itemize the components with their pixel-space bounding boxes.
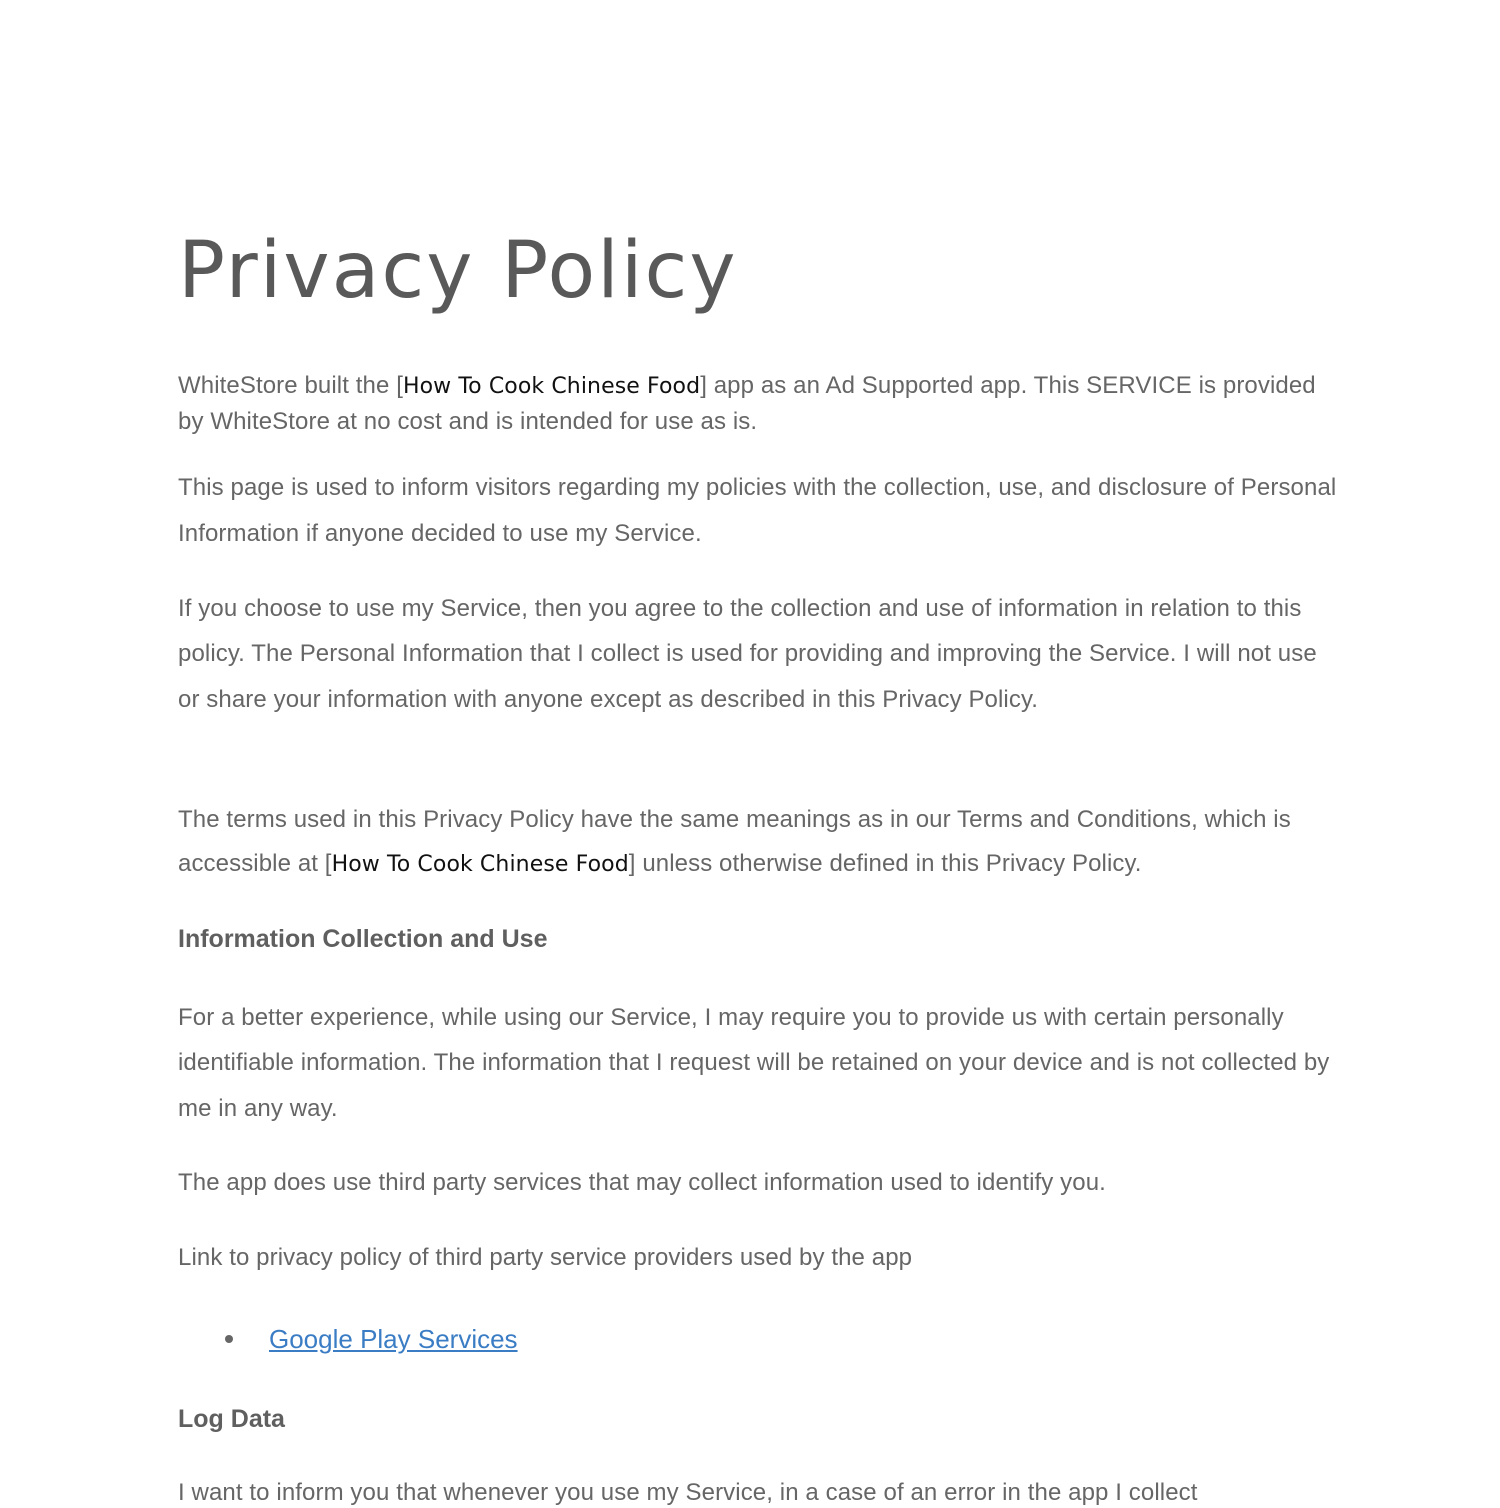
info-collection-heading: Information Collection and Use <box>178 925 548 953</box>
agreement-paragraph: If you choose to use my Service, then you agree to the collection and use of information in relation to this policy. The Personal Information that I collect is used for providing and improving the Service. I will not use or share your information with anyone except as described in this Privacy Policy. <box>178 595 1317 713</box>
third-party-paragraph: The app does use third party services that may collect information used to identify you. <box>178 1169 1106 1196</box>
intro-text-start: WhiteStore built the [ <box>178 372 403 399</box>
info-collection-paragraph: For a better experience, while using our Service, I may require you to provide us with certain personally identifiable information. The information that I request will be retained on your device and is not collected by me in any way. <box>178 1004 1330 1122</box>
third-party-links-intro: Link to privacy policy of third party service providers used by the app <box>178 1244 913 1271</box>
log-data-heading: Log Data <box>178 1405 285 1433</box>
app-name: How To Cook Chinese Food <box>331 852 629 877</box>
third-party-link-list <box>178 1322 518 1356</box>
page-title: Privacy Policy <box>178 226 738 316</box>
bullet-icon <box>225 1335 233 1343</box>
terms-text-start: The terms used in this Privacy Policy have the same meanings as in our Terms and Conditions, which is accessible at [ <box>178 806 1291 877</box>
app-name: How To Cook Chinese Food <box>402 374 701 399</box>
intro-paragraph <box>178 368 1338 439</box>
terms-paragraph <box>178 798 1338 887</box>
log-data-paragraph: I want to inform you that whenever you use my Service, in a case of an error in the app I collect <box>178 1479 1198 1506</box>
terms-text-end: ] unless otherwise defined in this Privacy Policy. <box>628 850 1142 877</box>
intro-text-end: ] app as an Ad Supported app. This SERVICE is provided by WhiteStore at no cost and is intended for use as is. <box>178 372 1316 435</box>
purpose-paragraph: This page is used to inform visitors regarding my policies with the collection, use, and disclosure of Personal Information if anyone decided to use my Service. <box>178 474 1337 547</box>
google-play-services-link[interactable]: Google Play Services <box>269 1324 518 1354</box>
list-item <box>178 1322 518 1356</box>
